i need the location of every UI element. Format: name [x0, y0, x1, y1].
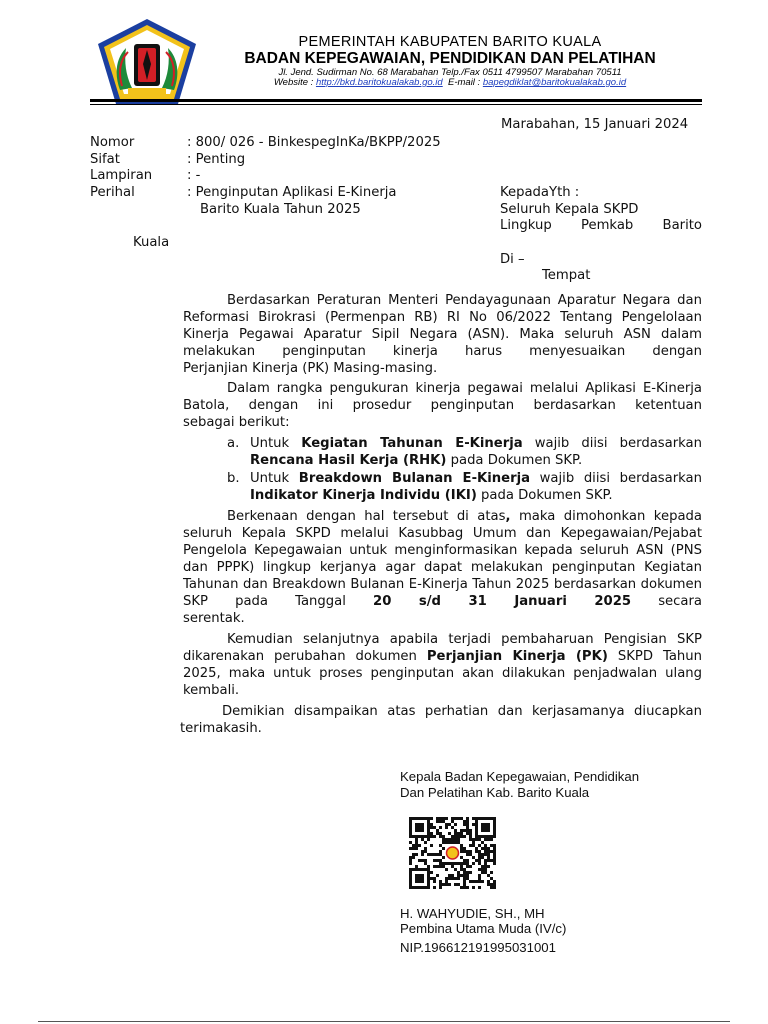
- letterhead-rule-thick: [90, 99, 702, 102]
- email-label: E-mail :: [442, 77, 483, 88]
- website-link[interactable]: http://bkd.baritokualakab.go.id: [315, 77, 443, 88]
- paragraph-1: [183, 292, 702, 377]
- nomor-value: : 800/ 026 - BinkespegInKa/BKPP/2025: [187, 135, 441, 150]
- signer-title-line2: Dan Pelatihan Kab. Barito Kuala: [400, 785, 590, 800]
- input-deadline: 20 s/d 31 Januari 2025: [373, 594, 632, 609]
- lampiran-value: : -: [187, 168, 201, 183]
- signer-rank: Pembina Utama Muda (IV/c): [400, 921, 567, 936]
- recipient-line3: Kuala: [133, 235, 170, 250]
- letterhead-government: PEMERINTAH KABUPATEN BARITO KUALA: [298, 34, 602, 50]
- paragraph-4: Kemudian selanjutnya apabila terjadi pembaharuan Pengisian SKP dikarenakan perubahan dokumen Perjanjian Kinerja (PK) SKPD Tahun 2025, maka untuk proses penginputan akan dilakukan penjadwalan ulang kembali.: [183, 632, 702, 698]
- signature-qr-code-icon: [409, 817, 497, 889]
- letterhead-rule-thin: [90, 104, 702, 105]
- list-item-b-basis: Indikator Kinerja Individu (IKI): [250, 488, 477, 503]
- recipient-di: Di –: [500, 252, 525, 267]
- lampiran-label: Lampiran: [90, 168, 153, 183]
- perihal-value-line1: : Penginputan Aplikasi E-Kinerja: [187, 185, 397, 200]
- list-item-b: Untuk Breakdown Bulanan E-Kinerja wajib diisi berdasarkan Indikator Kinerja Individu (IKI) pada Dokumen SKP.: [250, 471, 702, 503]
- signer-name: H. WAHYUDIE, SH., MH: [400, 906, 545, 921]
- recipient-line2: Lingkup Pemkab Barito: [500, 218, 702, 233]
- paragraph-3: Berkenaan dengan hal tersebut di atas, maka dimohonkan kepada seluruh Kepala SKPD melalui Kasubbag Umum dan Kepegawaian/Pejabat Pengelola Kepegawaian untuk menginformasikan kepada seluruh ASN (PNS dan PPPK) lingkup kerjanya agar dapat melakukan penginputan Kegiatan Tahunan dan Breakdown Bulanan E-Kinerja Tahun 2025 berdasarkan dokumen SKP pada Tanggal 20 s/d 31 Januari 2025 secara serentak.: [183, 509, 703, 626]
- signer-title-line1: Kepala Badan Kepegawaian, Pendidikan: [400, 769, 640, 784]
- pk-term: Perjanjian Kinerja (PK): [426, 649, 608, 664]
- nomor-label: Nomor: [90, 135, 135, 150]
- paragraph-2-text: Dalam rangka pengukuran kinerja pegawai melalui Aplikasi E-Kinerja Batola, dengan ini prosedur penginputan berdasarkan ketentuan: [183, 381, 702, 413]
- perihal-value-line2: Barito Kuala Tahun 2025: [200, 202, 361, 217]
- list-item-a-term: Kegiatan Tahunan E-Kinerja: [301, 436, 523, 451]
- letterhead-contact: [215, 77, 685, 88]
- email-link[interactable]: bapegdiklat@baritokualakab.go.id: [482, 77, 627, 88]
- page-bottom-rule: [38, 1021, 730, 1022]
- paragraph-2-end: sebagai berikut:: [183, 415, 290, 430]
- list-item-a-basis: Rencana Hasil Kerja (RHK): [250, 453, 447, 468]
- perihal-label: Perihal: [90, 185, 135, 200]
- recipient-kepada: KepadaYth :: [500, 185, 580, 200]
- list-item-a: Untuk Kegiatan Tahunan E-Kinerja wajib diisi berdasarkan Rencana Hasil Kerja (RHK) pada Dokumen SKP.: [250, 436, 702, 468]
- recipient-tempat: Tempat: [542, 268, 591, 283]
- closing-paragraph: Demikian disampaikan atas perhatian dan kerjasamanya diucapkan terimakasih.: [180, 704, 702, 736]
- website-label: Website :: [273, 77, 316, 88]
- list-item-b-marker: b.: [227, 471, 240, 486]
- letterhead-agency: BADAN KEPEGAWAIAN, PENDIDIKAN DAN PELATIHAN: [244, 50, 656, 67]
- paragraph-1-end: Perjanjian Kinerja (PK) Masing-masing.: [183, 361, 438, 376]
- barito-kuala-emblem-icon: [92, 16, 202, 112]
- letter-date: Marabahan, 15 Januari 2024: [501, 117, 689, 132]
- list-item-a-marker: a.: [227, 436, 240, 451]
- sifat-value: : Penting: [187, 152, 246, 167]
- list-item-b-term: Breakdown Bulanan E-Kinerja: [298, 471, 531, 486]
- sifat-label: Sifat: [90, 152, 120, 167]
- paragraph-1-text: Berdasarkan Peraturan Menteri Pendayagunaan Aparatur Negara dan Reformasi Birokrasi (Permenpan RB) RI No 06/2022 Tentang Pengelolaan Kinerja Pegawai Aparatur Sipil Negara (ASN). Maka seluruh ASN dalam melakukan penginputan kinerja harus menyesuaikan dengan: [183, 293, 702, 359]
- signer-nip: NIP.196612191995031001: [400, 940, 556, 955]
- recipient-line1: Seluruh Kepala SKPD: [500, 202, 639, 217]
- paragraph-2: [183, 380, 702, 431]
- letterhead-address: Jl. Jend. Sudirman No. 68 Marabahan Telp./Fax 0511 4799507 Marabahan 70511: [278, 67, 622, 78]
